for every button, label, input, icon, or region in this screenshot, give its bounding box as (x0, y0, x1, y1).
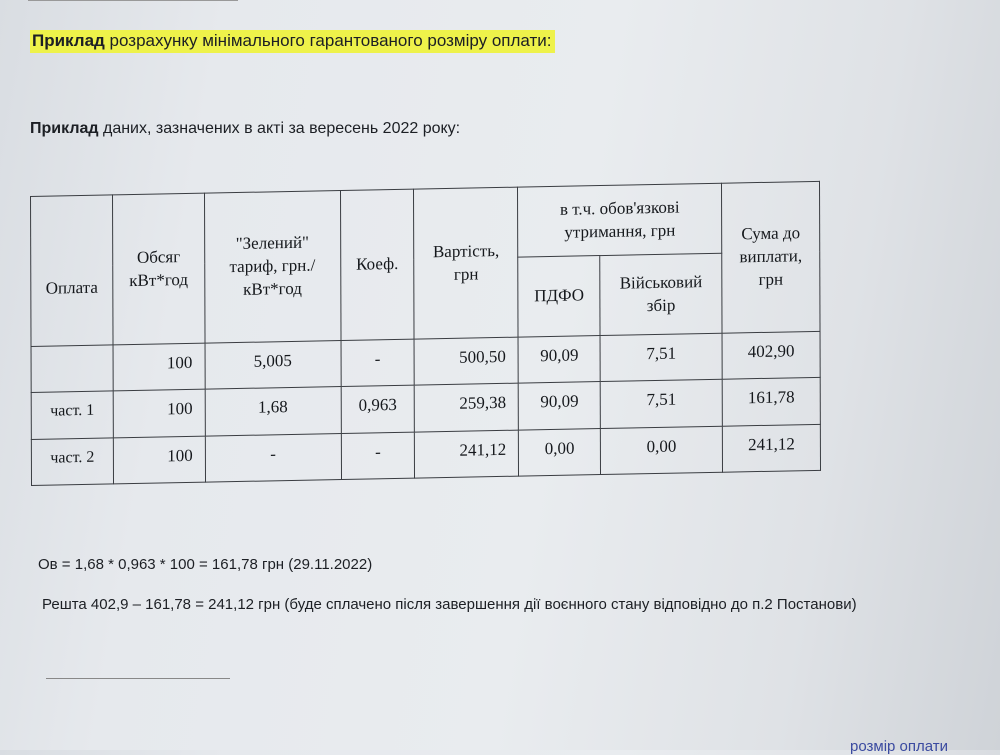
cell-obsyag: 100 (113, 343, 205, 391)
header-military: Військовий збір (600, 253, 722, 335)
cell-tariff: 1,68 (205, 387, 341, 436)
bleed-through-text: розмір оплати (850, 738, 949, 755)
cell-pdfo: 90,09 (518, 336, 600, 384)
cell-military: 0,00 (601, 426, 723, 475)
header-pdfo: ПДФО (518, 256, 600, 338)
header-tariff: "Зелений" тариф, грн./кВт*год (204, 191, 340, 344)
bottom-divider (46, 678, 230, 679)
subheading-rest: даних, зазначених в акті за вересень 2022 року: (98, 120, 461, 137)
header-koef: Коеф. (340, 189, 414, 340)
header-vartist: Вартість, грн (414, 187, 518, 339)
row-label: част. 1 (31, 391, 113, 439)
page-heading (30, 30, 555, 53)
header-oplata: Оплата (31, 195, 113, 347)
payment-table (30, 181, 821, 486)
subheading (30, 120, 460, 138)
top-divider (28, 0, 238, 1)
cell-tariff: 5,005 (205, 341, 341, 390)
formula-calculation: Ов = 1,68 * 0,963 * 100 = 161,78 грн (29.11.2022) (38, 556, 373, 573)
cell-obsyag: 100 (113, 389, 205, 437)
cell-vartist: 500,50 (414, 337, 518, 385)
cell-pdfo: 0,00 (519, 428, 601, 476)
cell-suma: 161,78 (722, 378, 820, 426)
cell-koef: - (341, 339, 415, 387)
formula-remainder: Решта 402,9 – 161,78 = 241,12 грн (буде сплачено після завершення дії воєнного стану відповідно до п.2 Постанови) (42, 596, 857, 613)
heading-bold: Приклад (32, 31, 105, 50)
cell-pdfo: 90,09 (518, 382, 600, 430)
cell-vartist: 259,38 (415, 383, 519, 431)
subheading-bold: Приклад (30, 120, 99, 137)
cell-vartist: 241,12 (415, 430, 519, 478)
cell-tariff: - (205, 433, 341, 482)
cell-koef: 0,963 (341, 385, 415, 433)
header-group: в т.ч. обов'язкові утримання, грн (518, 183, 722, 257)
header-suma: Сума до виплати, грн (722, 181, 820, 333)
cell-obsyag: 100 (113, 436, 205, 484)
header-obsyag: Обсяг кВт*год (112, 193, 204, 345)
cell-military: 7,51 (600, 333, 722, 382)
cell-suma: 402,90 (722, 331, 820, 379)
cell-military: 7,51 (600, 380, 722, 429)
cell-koef: - (341, 432, 415, 480)
row-label (31, 345, 113, 393)
heading-rest: розрахунку мінімального гарантованого розміру оплати: (104, 31, 552, 50)
cell-suma: 241,12 (722, 424, 820, 472)
row-label: част. 2 (31, 438, 113, 486)
